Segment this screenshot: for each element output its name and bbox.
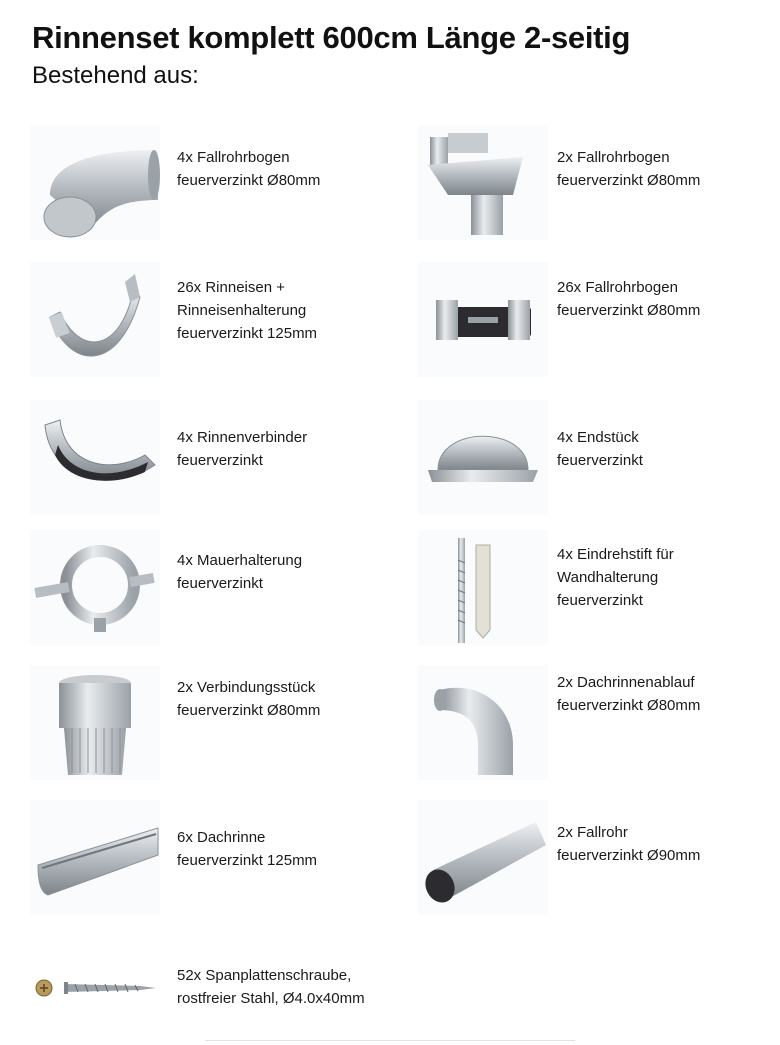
chipboard-screw-icon [30, 960, 160, 1015]
item-text-line: feuerverzinkt Ø80mm [177, 172, 321, 189]
item-text-line: feuerverzinkt 125mm [177, 852, 318, 869]
pipe-clamp-icon [30, 530, 160, 645]
downpipe-icon [418, 800, 548, 915]
item-text-line: 2x Verbindungsstück [177, 679, 316, 696]
item-text-line: rostfreier Stahl, Ø4.0x40mm [177, 990, 365, 1007]
item-text-line: 4x Eindrehstift für [557, 546, 674, 563]
item-text-line: 4x Mauerhalterung [177, 552, 303, 569]
item-text-line: feuerverzinkt 125mm [177, 325, 318, 342]
item-text-line: Wandhalterung [557, 569, 659, 586]
item-text-line: 4x Fallrohrbogen [177, 149, 290, 166]
item-text-line: 4x Rinnenverbinder [177, 429, 308, 446]
gutter-outlet-icon [418, 125, 548, 240]
item-text-line: 6x Dachrinne [177, 829, 266, 846]
item-text-line: feuerverzinkt Ø90mm [557, 847, 701, 864]
pipe-connector-icon [30, 665, 160, 780]
item-text-line: feuerverzinkt Ø80mm [177, 702, 321, 719]
item-text-line: 2x Fallrohr [557, 824, 628, 841]
item-text-line: 26x Fallrohrbogen [557, 279, 678, 296]
item-text-line: Rinneisenhalterung [177, 302, 307, 319]
item-text-line: feuerverzinkt [177, 452, 263, 469]
page-subtitle: Bestehend aus: [32, 62, 199, 89]
item-text-line: feuerverzinkt Ø80mm [557, 172, 701, 189]
gutter-icon [30, 800, 160, 915]
divider [205, 1040, 575, 1041]
end-cap-icon [418, 400, 548, 515]
item-text-line: 26x Rinneisen + [177, 279, 285, 296]
screw-pin-dowel-icon [418, 530, 548, 645]
page-title: Rinnenset komplett 600cm Länge 2-seitig [32, 20, 631, 55]
item-text-line: 2x Dachrinnenablauf [557, 674, 695, 691]
gutter-bracket-icon [30, 262, 160, 377]
gutter-connector-icon [30, 400, 160, 515]
item-text-line: 4x Endstück [557, 429, 639, 446]
bracket-holder-icon [418, 262, 548, 377]
item-text-line: 52x Spanplattenschraube, [177, 967, 352, 984]
item-text-line: feuerverzinkt [557, 452, 643, 469]
item-text-line: feuerverzinkt Ø80mm [557, 302, 701, 319]
downpipe-bend-icon [418, 665, 548, 780]
item-text-line: 2x Fallrohrbogen [557, 149, 670, 166]
pipe-elbow-icon [30, 125, 160, 240]
item-text-line: feuerverzinkt [177, 575, 263, 592]
item-text-line: feuerverzinkt Ø80mm [557, 697, 701, 714]
item-text-line: feuerverzinkt [557, 592, 643, 609]
